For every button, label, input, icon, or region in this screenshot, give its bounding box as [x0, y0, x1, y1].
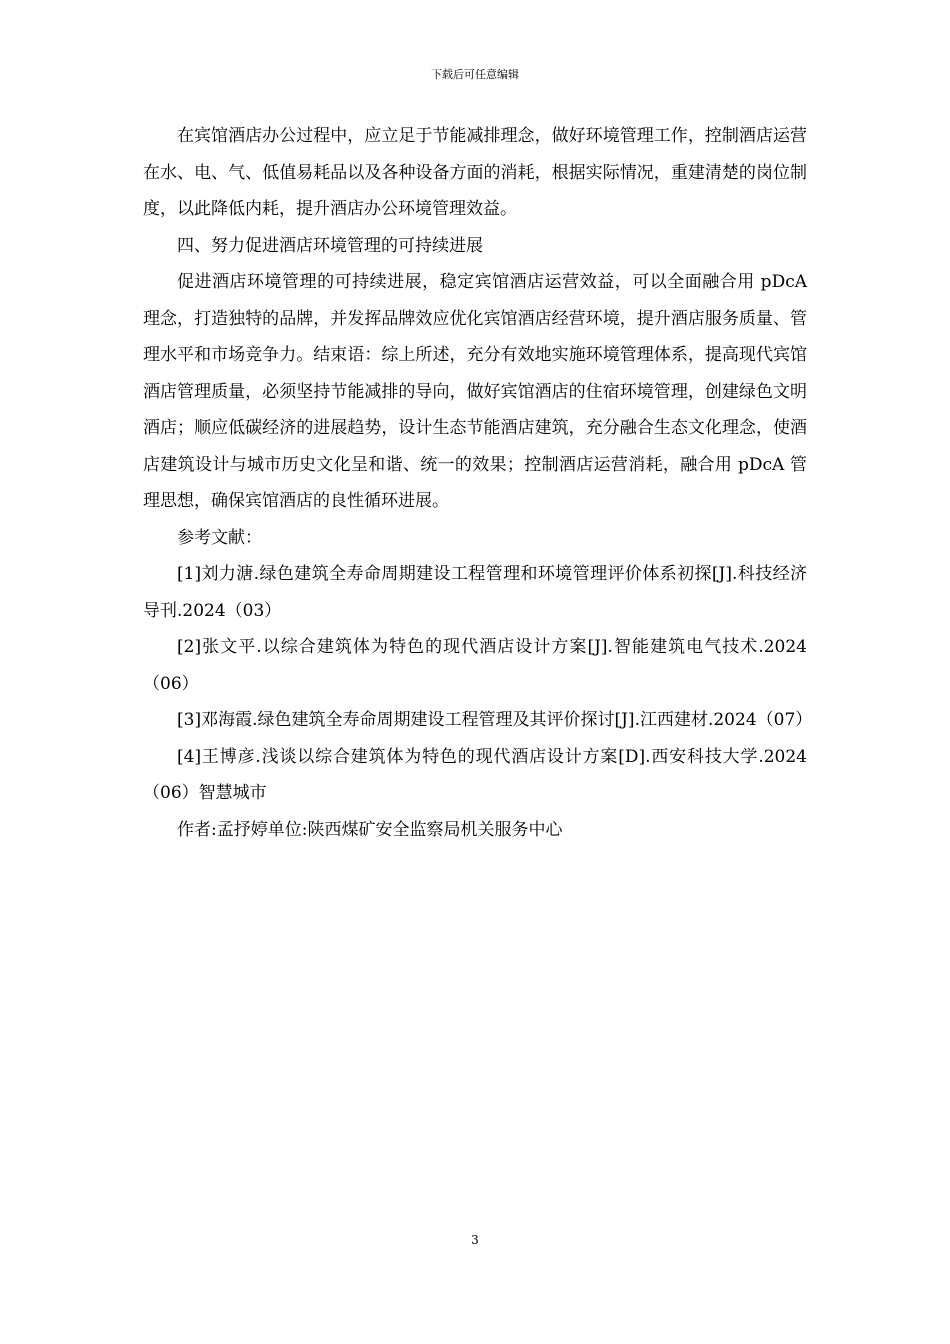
- paragraph-conclusion: 促进酒店环境管理的可持续进展，稳定宾馆酒店运营效益，可以全面融合用 pDcA 理念，打造独特的品牌，并发挥品牌效应优化宾馆酒店经营环境，提升酒店服务质量、管理水平和市场竞争力。结束语：综上所述，充分有效地实施环境管理体系，提高现代宾馆酒店管理质量，必须坚持节能减排的导向，做好宾馆酒店的住宿环境管理，创建绿色文明酒店；顺应低碳经济的进展趋势，设计生态节能酒店建筑，充分融合生态文化理念，使酒店建筑设计与城市历史文化呈和谐、统一的效果；控制酒店运营消耗，融合用 pDcA 管理思想，确保宾馆酒店的良性循环进展。: [143, 272, 807, 511]
- document-body: [143, 118, 813, 848]
- paragraph-office-management: 在宾馆酒店办公过程中，应立足于节能减排理念，做好环境管理工作，控制酒店运营在水、电、气、低值易耗品以及各种设备方面的消耗，根据实际情况，重建清楚的岗位制度，以此降低内耗，提升酒店办公环境管理效益。: [143, 126, 807, 219]
- page-header: 下载后可任意编辑: [431, 68, 519, 81]
- page-number: 3: [471, 1233, 479, 1247]
- reference-item-1: [1]刘力溏.绿色建筑全寿命周期建设工程管理和环境管理评价体系初探[J].科技经济导刊.2024（03）: [143, 564, 807, 621]
- references-heading: 参考文献：: [177, 527, 262, 548]
- reference-item-2: [2]张文平.以综合建筑体为特色的现代酒店设计方案[J].智能建筑电气技术.2024（06）: [143, 637, 807, 694]
- reference-item-3: [3]邓海霞.绿色建筑全寿命周期建设工程管理及其评价探讨[J].江西建材.2024（07）: [177, 710, 813, 730]
- reference-item-4: [4]王博彦.浅谈以综合建筑体为特色的现代酒店设计方案[D].西安科技大学.2024（06）智慧城市: [143, 746, 807, 803]
- section-heading: 四、努力促进酒店环境管理的可持续进展: [177, 235, 483, 256]
- author-line: 作者:孟抒婷单位:陕西煤矿安全监察局机关服务中心: [177, 819, 563, 840]
